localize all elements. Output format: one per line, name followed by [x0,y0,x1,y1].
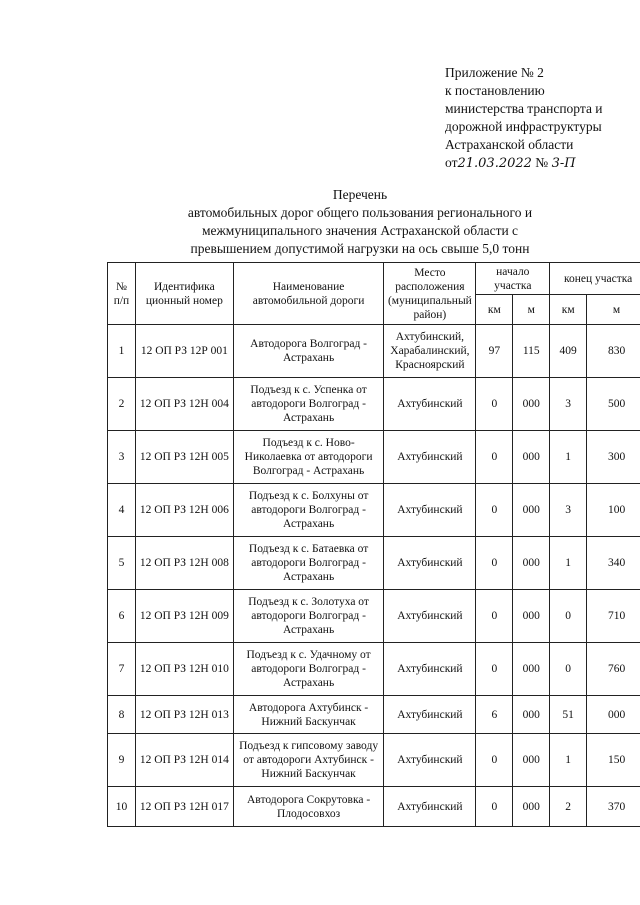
header-place: Место расположения (муниципальный район) [384,263,476,325]
cell-start-m: 000 [513,734,550,787]
appendix-date-line [445,154,603,173]
cell-num: 1 [108,325,136,378]
cell-id: 12 ОП РЗ 12Н 005 [135,431,233,484]
cell-id: 12 ОП РЗ 12Н 014 [135,734,233,787]
header-start-m: м [513,295,550,325]
cell-name: Подъезд к гипсовому заводу от автодороги Ахтубинск - Нижний Баскунчак [233,734,384,787]
cell-start-km: 0 [476,643,513,696]
cell-start-km: 0 [476,537,513,590]
cell-start-km: 0 [476,378,513,431]
cell-start-m: 000 [513,643,550,696]
handwritten-date: 21.03.2022 [457,156,532,171]
cell-place: Ахтубинский [384,484,476,537]
cell-name: Подъезд к с. Ново-Николаевка от автодороги Волгоград - Астрахань [233,431,384,484]
cell-num: 3 [108,431,136,484]
cell-start-m: 000 [513,537,550,590]
cell-end-km: 0 [550,643,587,696]
table-row [108,734,640,787]
table-row [108,590,640,643]
title-line: превышением допустимой нагрузки на ось свыше 5,0 тонн [190,241,530,256]
cell-end-m: 300 [587,431,640,484]
cell-end-km: 409 [550,325,587,378]
table-row [108,325,640,378]
title-line: межмуниципального значения Астраханской области с [201,223,519,238]
date-prefix: от [445,155,458,170]
table-row [108,484,640,537]
cell-id: 12 ОП РЗ 12Н 006 [135,484,233,537]
cell-id: 12 ОП РЗ 12Н 009 [135,590,233,643]
cell-num: 2 [108,378,136,431]
cell-end-km: 1 [550,537,587,590]
table-row [108,431,640,484]
cell-start-km: 0 [476,734,513,787]
cell-num: 8 [108,696,136,734]
cell-end-m: 340 [587,537,640,590]
cell-id: 12 ОП РЗ 12Н 013 [135,696,233,734]
cell-name: Подъезд к с. Золотуха от автодороги Волгоград - Астрахань [233,590,384,643]
header-name: Наименование автомобильной дороги [233,263,384,325]
cell-end-km: 51 [550,696,587,734]
cell-id: 12 ОП РЗ 12Н 008 [135,537,233,590]
table-row [108,643,640,696]
cell-name: Подъезд к с. Удачному от автодороги Волгоград - Астрахань [233,643,384,696]
cell-name: Автодорога Сокрутовка - Плодосовхоз [233,787,384,827]
cell-end-km: 3 [550,484,587,537]
cell-place: Ахтубинский [384,696,476,734]
cell-num: 6 [108,590,136,643]
cell-start-km: 0 [476,484,513,537]
cell-end-km: 1 [550,734,587,787]
document-title [160,186,560,258]
cell-num: 5 [108,537,136,590]
table-row [108,378,640,431]
cell-end-km: 0 [550,590,587,643]
cell-end-m: 150 [587,734,640,787]
cell-start-m: 000 [513,696,550,734]
header-id: Идентифика ционный номер [135,263,233,325]
cell-num: 7 [108,643,136,696]
cell-start-m: 115 [513,325,550,378]
cell-start-m: 000 [513,431,550,484]
appendix-line: министерства транспорта и [445,101,603,116]
cell-place: Ахтубинский [384,537,476,590]
cell-end-m: 830 [587,325,640,378]
cell-name: Подъезд к с. Болхуны от автодороги Волгоград - Астрахань [233,484,384,537]
header-end-km: км [550,295,587,325]
cell-start-km: 97 [476,325,513,378]
cell-start-km: 0 [476,787,513,827]
header-end-m: м [587,295,640,325]
cell-start-km: 0 [476,590,513,643]
cell-end-km: 2 [550,787,587,827]
header-num: № п/п [108,263,136,325]
table-row [108,787,640,827]
table-row [108,696,640,734]
cell-num: 10 [108,787,136,827]
cell-place: Ахтубинский [384,643,476,696]
cell-name: Автодорога Волгоград - Астрахань [233,325,384,378]
cell-name: Автодорога Ахтубинск - Нижний Баскунчак [233,696,384,734]
cell-start-m: 000 [513,484,550,537]
cell-id: 12 ОП РЗ 12Н 004 [135,378,233,431]
cell-place: Ахтубинский, Харабалинский, Красноярский [384,325,476,378]
cell-end-km: 1 [550,431,587,484]
cell-id: 12 ОП РЗ 12Н 010 [135,643,233,696]
cell-num: 9 [108,734,136,787]
cell-start-m: 000 [513,378,550,431]
appendix-line: дорожной инфраструктуры [445,119,602,134]
cell-end-m: 370 [587,787,640,827]
title-line: автомобильных дорог общего пользования регионального и [187,205,533,220]
header-end: конец участка [550,263,640,295]
header-start: начало участка [476,263,550,295]
cell-name: Подъезд к с. Батаевка от автодороги Волгоград - Астрахань [233,537,384,590]
cell-start-km: 0 [476,431,513,484]
cell-start-km: 6 [476,696,513,734]
cell-end-m: 100 [587,484,640,537]
handwritten-number: 3-П [551,156,576,171]
number-prefix: № [535,155,549,170]
appendix-line: к постановлению [445,83,545,98]
cell-id: 12 ОП РЗ 12Р 001 [135,325,233,378]
appendix-line: Приложение № 2 [445,65,544,80]
cell-name: Подъезд к с. Успенка от автодороги Волгоград - Астрахань [233,378,384,431]
cell-end-m: 000 [587,696,640,734]
appendix-line: Астраханской области [445,137,574,152]
cell-start-m: 000 [513,787,550,827]
cell-end-km: 3 [550,378,587,431]
cell-num: 4 [108,484,136,537]
table-row [108,537,640,590]
cell-place: Ахтубинский [384,431,476,484]
title-line: Перечень [332,187,388,202]
roads-table [107,262,640,827]
appendix-block [445,64,603,173]
cell-place: Ахтубинский [384,590,476,643]
cell-start-m: 000 [513,590,550,643]
header-start-km: км [476,295,513,325]
cell-end-m: 500 [587,378,640,431]
cell-place: Ахтубинский [384,787,476,827]
cell-end-m: 710 [587,590,640,643]
cell-end-m: 760 [587,643,640,696]
cell-id: 12 ОП РЗ 12Н 017 [135,787,233,827]
cell-place: Ахтубинский [384,378,476,431]
cell-place: Ахтубинский [384,734,476,787]
